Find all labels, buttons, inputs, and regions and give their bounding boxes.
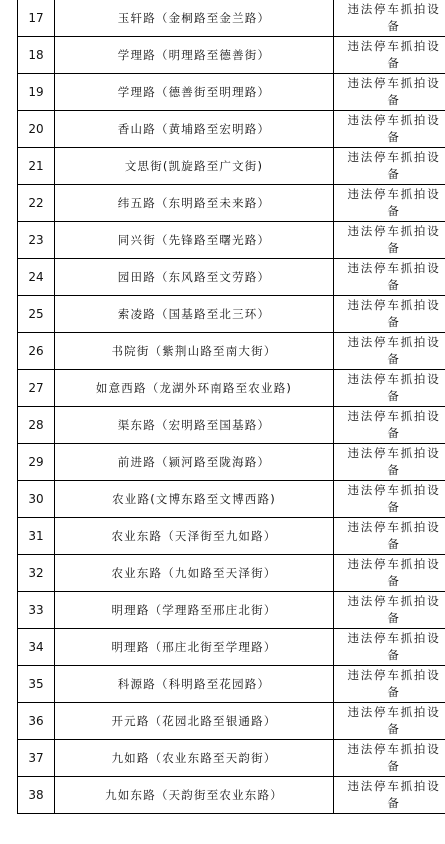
- device-type-cell: 违法停车抓拍设备: [334, 444, 445, 481]
- device-type-cell: 违法停车抓拍设备: [334, 555, 445, 592]
- table-row: [18, 740, 445, 777]
- road-section-cell: 农业东路（天泽街至九如路）: [55, 518, 334, 555]
- road-section-cell: 学理路（明理路至德善街）: [55, 37, 334, 74]
- road-section-cell: 农业路(文博东路至文博西路): [55, 481, 334, 518]
- road-section-cell: 纬五路（东明路至未来路）: [55, 185, 334, 222]
- camera-location-table: [17, 0, 445, 814]
- road-section-cell: 渠东路（宏明路至国基路）: [55, 407, 334, 444]
- road-section-cell: 科源路（科明路至花园路）: [55, 666, 334, 703]
- row-number-cell: 29: [18, 444, 55, 481]
- device-type-cell: 违法停车抓拍设备: [334, 740, 445, 777]
- device-type-cell: 违法停车抓拍设备: [334, 629, 445, 666]
- row-number-cell: 36: [18, 703, 55, 740]
- table-row: [18, 37, 445, 74]
- table-row: [18, 555, 445, 592]
- road-section-cell: 索凌路（国基路至北三环）: [55, 296, 334, 333]
- device-type-cell: 违法停车抓拍设备: [334, 481, 445, 518]
- row-number-cell: 19: [18, 74, 55, 111]
- device-type-cell: 违法停车抓拍设备: [334, 0, 445, 37]
- device-type-cell: 违法停车抓拍设备: [334, 296, 445, 333]
- row-number-cell: 26: [18, 333, 55, 370]
- table-row: [18, 296, 445, 333]
- row-number-cell: 22: [18, 185, 55, 222]
- row-number-cell: 38: [18, 777, 55, 814]
- row-number-cell: 37: [18, 740, 55, 777]
- row-number-cell: 30: [18, 481, 55, 518]
- device-type-cell: 违法停车抓拍设备: [334, 703, 445, 740]
- device-type-cell: 违法停车抓拍设备: [334, 222, 445, 259]
- device-type-cell: 违法停车抓拍设备: [334, 111, 445, 148]
- table-row: [18, 370, 445, 407]
- device-type-cell: 违法停车抓拍设备: [334, 333, 445, 370]
- row-number-cell: 28: [18, 407, 55, 444]
- row-number-cell: 33: [18, 592, 55, 629]
- table-row: [18, 629, 445, 666]
- table-row: [18, 666, 445, 703]
- road-section-cell: 文思街(凯旋路至广文街): [55, 148, 334, 185]
- table-row: [18, 777, 445, 814]
- table-row: [18, 592, 445, 629]
- road-section-cell: 九如东路（天韵街至农业东路）: [55, 777, 334, 814]
- road-section-cell: 农业东路（九如路至天泽街）: [55, 555, 334, 592]
- row-number-cell: 31: [18, 518, 55, 555]
- device-type-cell: 违法停车抓拍设备: [334, 777, 445, 814]
- row-number-cell: 35: [18, 666, 55, 703]
- table-row: [18, 518, 445, 555]
- device-type-cell: 违法停车抓拍设备: [334, 518, 445, 555]
- table-row: [18, 407, 445, 444]
- road-section-cell: 同兴街（先锋路至曙光路）: [55, 222, 334, 259]
- row-number-cell: 21: [18, 148, 55, 185]
- device-type-cell: 违法停车抓拍设备: [334, 185, 445, 222]
- table-row: [18, 111, 445, 148]
- device-type-cell: 违法停车抓拍设备: [334, 259, 445, 296]
- row-number-cell: 27: [18, 370, 55, 407]
- road-section-cell: 学理路（德善街至明理路）: [55, 74, 334, 111]
- road-section-cell: 明理路（学理路至邢庄北街）: [55, 592, 334, 629]
- road-section-cell: 九如路（农业东路至天韵街）: [55, 740, 334, 777]
- table-row: [18, 148, 445, 185]
- row-number-cell: 24: [18, 259, 55, 296]
- device-type-cell: 违法停车抓拍设备: [334, 666, 445, 703]
- table-row: [18, 74, 445, 111]
- device-type-cell: 违法停车抓拍设备: [334, 74, 445, 111]
- road-section-cell: 开元路（花园北路至银通路）: [55, 703, 334, 740]
- row-number-cell: 25: [18, 296, 55, 333]
- table-row: [18, 444, 445, 481]
- device-type-cell: 违法停车抓拍设备: [334, 370, 445, 407]
- road-section-cell: 书院街（紫荆山路至南大街）: [55, 333, 334, 370]
- row-number-cell: 32: [18, 555, 55, 592]
- table-row: [18, 222, 445, 259]
- row-number-cell: 34: [18, 629, 55, 666]
- table-row: [18, 0, 445, 37]
- table-row: [18, 703, 445, 740]
- table-row: [18, 259, 445, 296]
- road-section-cell: 玉轩路（金桐路至金兰路）: [55, 0, 334, 37]
- road-section-cell: 如意西路（龙湖外环南路至农业路): [55, 370, 334, 407]
- table-row: [18, 481, 445, 518]
- device-type-cell: 违法停车抓拍设备: [334, 37, 445, 74]
- road-section-cell: 明理路（邢庄北街至学理路）: [55, 629, 334, 666]
- road-section-cell: 前进路（颍河路至陇海路）: [55, 444, 334, 481]
- row-number-cell: 17: [18, 0, 55, 37]
- row-number-cell: 18: [18, 37, 55, 74]
- road-section-cell: 园田路（东风路至文劳路）: [55, 259, 334, 296]
- table-body: [18, 0, 445, 814]
- row-number-cell: 23: [18, 222, 55, 259]
- table-row: [18, 333, 445, 370]
- table-row: [18, 185, 445, 222]
- road-section-cell: 香山路（黄埔路至宏明路）: [55, 111, 334, 148]
- device-type-cell: 违法停车抓拍设备: [334, 407, 445, 444]
- device-type-cell: 违法停车抓拍设备: [334, 148, 445, 185]
- device-type-cell: 违法停车抓拍设备: [334, 592, 445, 629]
- row-number-cell: 20: [18, 111, 55, 148]
